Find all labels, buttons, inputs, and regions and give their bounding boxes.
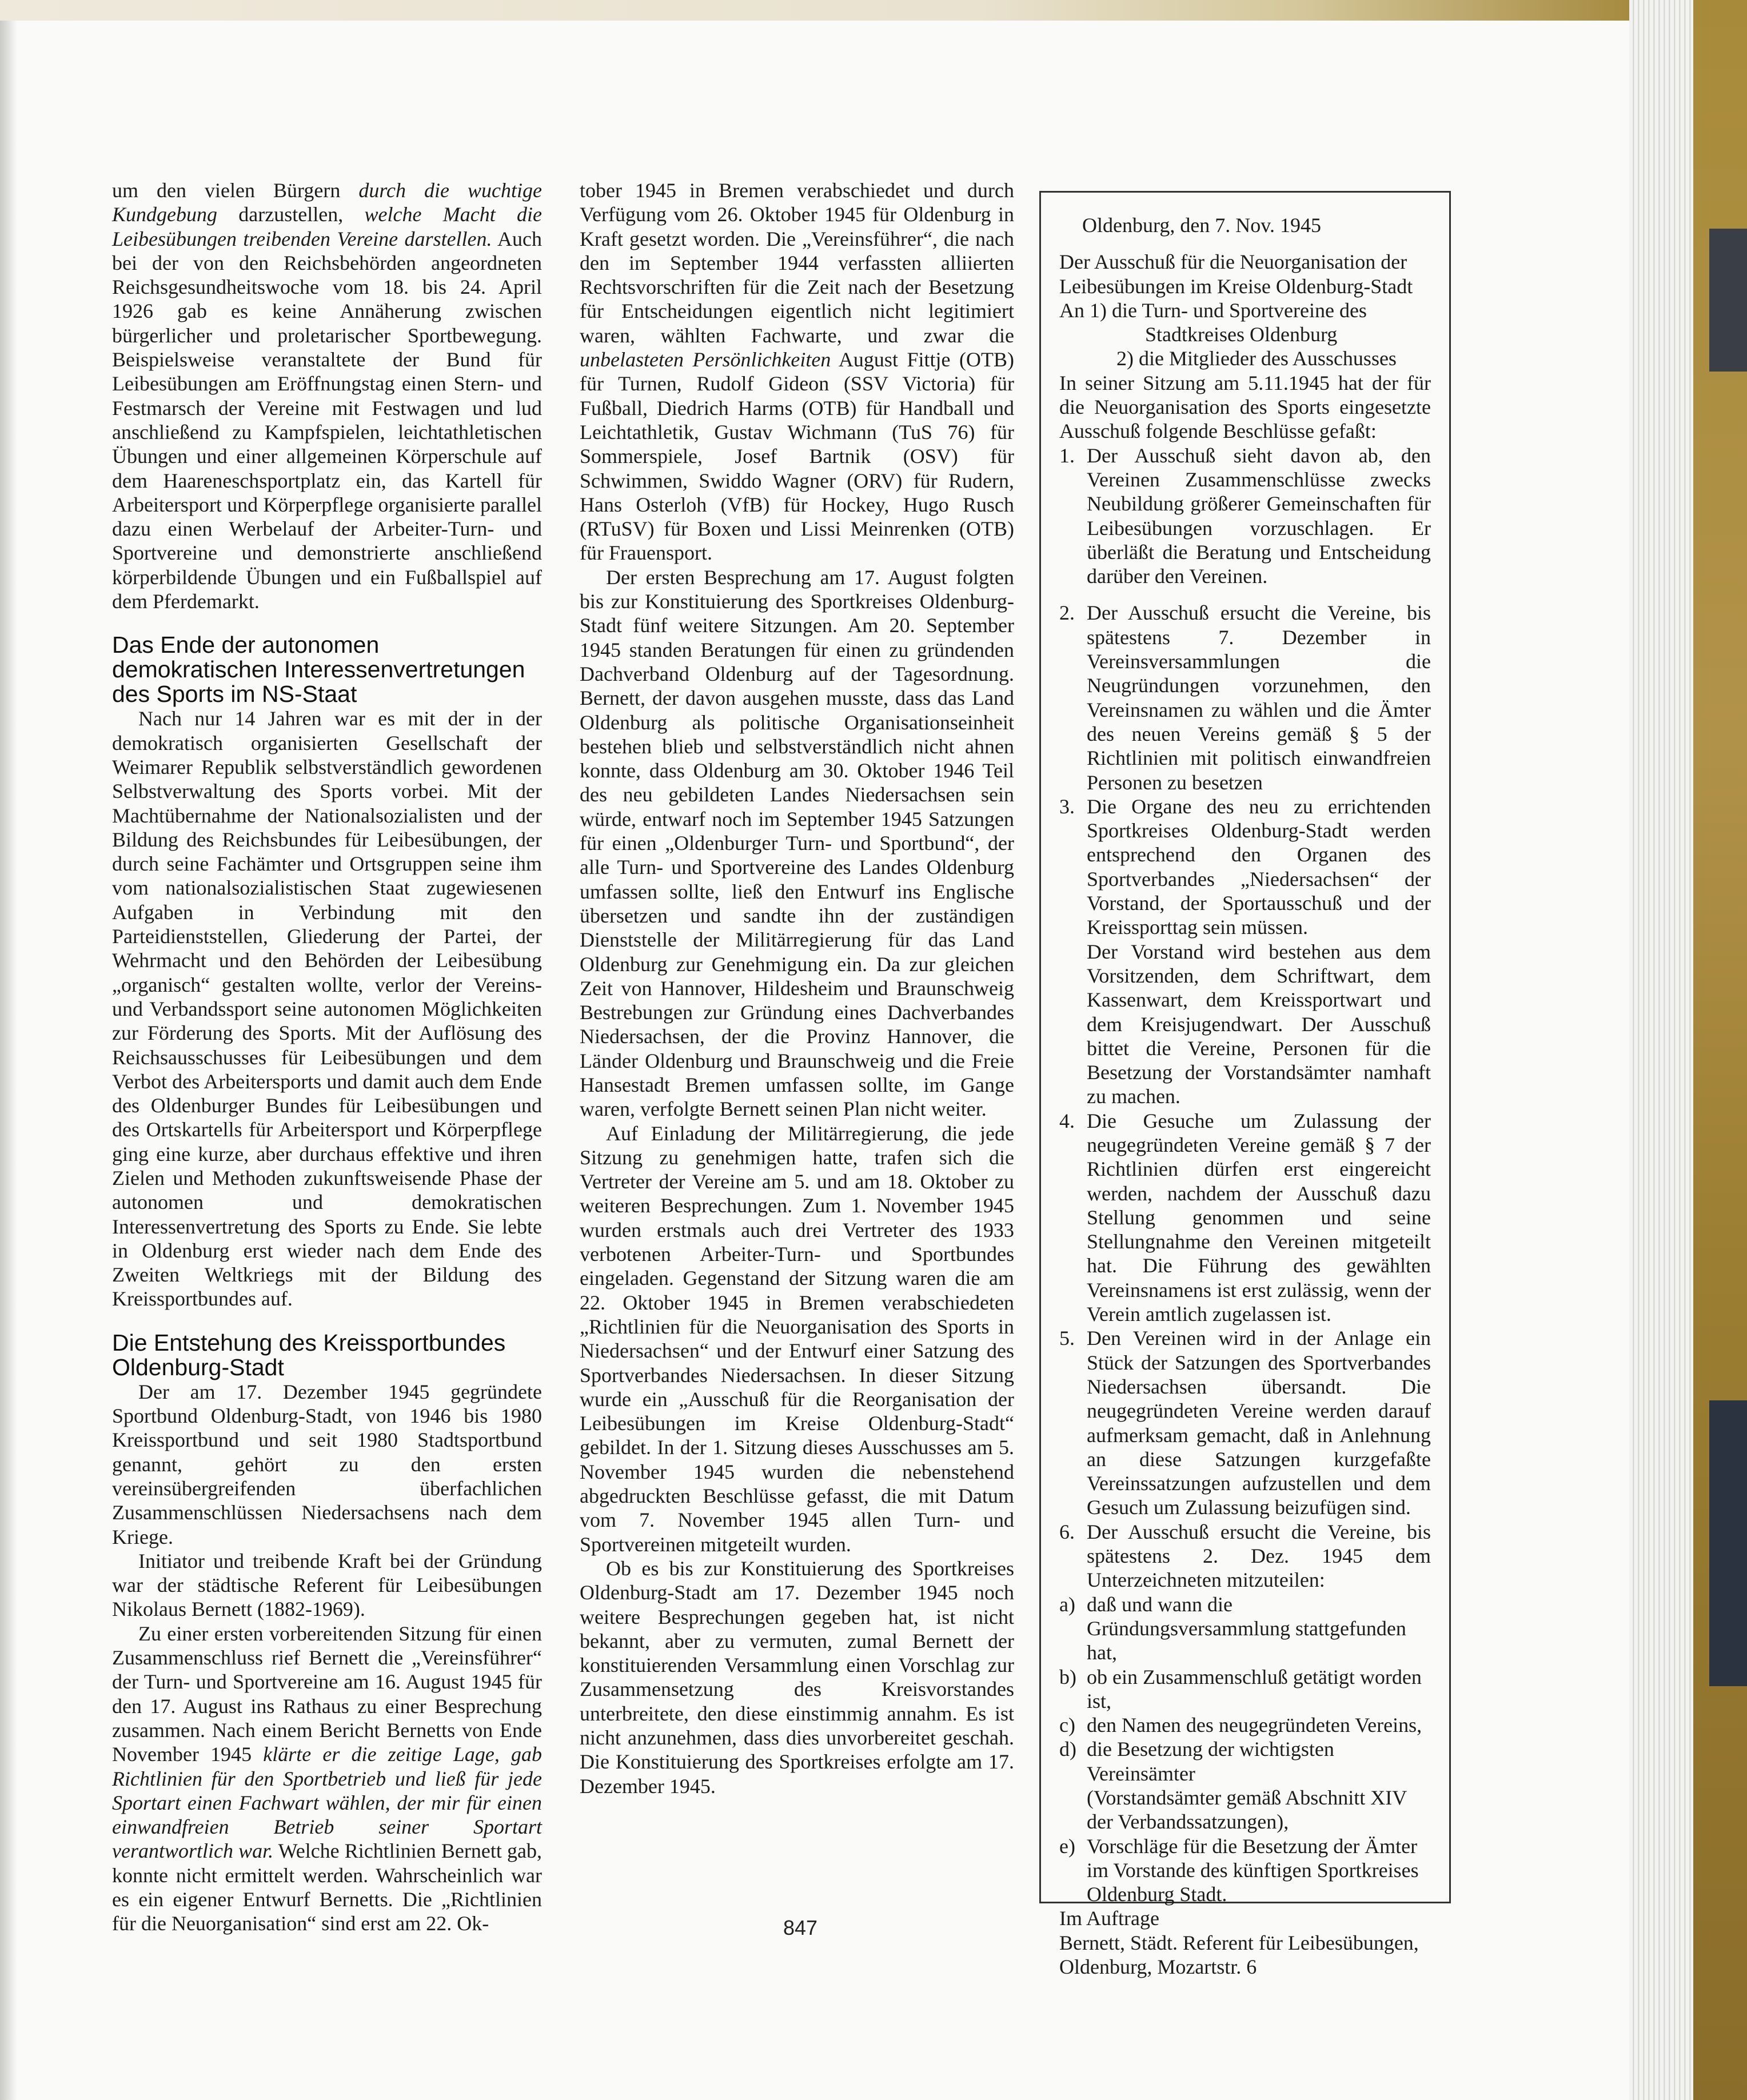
resolution-item: 6. Der Ausschuß ersucht die Vereine, bis spätestens 2. Dez. 1945 dem Unterzeichneten mitzuteilen:	[1059, 1520, 1431, 1592]
paragraph: Initiator und treibende Kraft bei der Gründung war der städtische Referent für Leibesübungen Nikolaus Bernett (1882-1969).	[112, 1549, 542, 1621]
paragraph: Der ersten Besprechung am 17. August folgten bis zur Konstituierung des Sportkreises Oldenburg-Stadt fünf weitere Sitzungen. Am 20. September 1945 standen Beratungen für einen zu gründenden Dachverband Oldenburg auf der Tagesordnung. Bernett, der davon ausgehen musste, dass das Land Oldenburg als politische Organisationseinheit bestehen blieb und selbstverständlich nicht ahnen konnte, dass Oldenburg am 30. Oktober 1946 Teil des neu gebildeten Landes Niedersachsen sein würde, entwarf noch im September 1945 Satzungen für einen „Oldenburger Turn- und Sportbund“, der alle Turn- und Sportvereine des Landes Oldenburg umfassen sollte, ließ den Entwurf ins Englische übersetzen und sandte ihn der zuständigen Dienststelle der Militärregierung für das Land Oldenburg zur Genehmigung ein. Da zur gleichen Zeit von Hannover, Hildesheim und Braunschweig Bestrebungen zur Gründung eines Dachverbandes Niedersachsen, der die Provinz Hannover, die Länder Oldenburg und Braunschweig und die Freie Hansestadt Bremen umfassen sollte, im Gange waren, verfolgte Bernett seinen Plan nicht weiter.	[580, 565, 1014, 1121]
document-signature: Bernett, Städt. Referent für Leibesübungen,	[1059, 1931, 1419, 1954]
text-column-left	[112, 178, 542, 1936]
sub-item: c) den Namen des neugegründeten Vereins,	[1059, 1714, 1422, 1737]
document-recipient: Stadtkreises Oldenburg	[1145, 323, 1338, 346]
paragraph: Zu einer ersten vorbereitenden Sitzung für einen Zusammenschluss rief Bernett die „Vereinsführer“ der Turn- und Sportvereine am 16. August 1945 für den 17. August ins Rathaus zu einer Besprechung zusammen. Nach einem Bericht Bernetts von Ende November 1945 klärte er die zeitige Lage, gab Richtlinien für den Sportbetrieb und ließ für jede Sportart einen Fachwart wählen, der mir für einen einwandfreien Betrieb seiner Sportart verantwortlich war. Welche Richtlinien Bernett gab, konnte nicht ermittelt werden. Wahrscheinlich war es ein eigener Entwurf Bernetts. Die „Richtlinien für die Neuorganisation“ sind erst am 22. Ok-	[112, 1622, 542, 1935]
book-cover-detail	[1709, 1400, 1747, 1686]
document-intro: In seiner Sitzung am 5.11.1945 hat der für die Neuorganisation des Sports eingesetzte Ausschuß folgende Beschlüsse gefaßt:	[1059, 371, 1431, 443]
gutter-shadow	[0, 0, 17, 2100]
document-sender: Leibesübungen im Kreise Oldenburg-Stadt	[1059, 274, 1413, 298]
paragraph: Nach nur 14 Jahren war es mit der in der demokratisch organisierten Gesellschaft der Weimarer Republik selbstverständlich gewordenen Selbstverwaltung des Sports vorbei. Mit der Machtübernahme der Nationalsozialisten und der Bildung des Reichsbundes für Leibesübungen, der durch seine Fachämter und Ortsgruppen seine ihm vom nationalsozialistischen Staat zugewiesenen Aufgaben in Verbindung mit den Parteidienststellen, Gliederung der Partei, der Wehrmacht und den Behörden der Leibesübung „organisch“ gestalten wollte, verlor der Vereins- und Verbandssport seine autonomen Möglichkeiten zur Förderung des Sports. Mit der Auflösung des Reichsausschusses für Leibesübungen und dem Verbot des Arbeitersports und damit auch dem Ende des Oldenburger Bundes für Leibesübungen und des Ortskartells für Arbeitersport und Körperpflege ging eine kurze, aber durchaus effektive und ihren Zielen und Methoden zukunftsweisende Phase der autonomen und demokratischen Interessenvertretung des Sports zu Ende. Sie lebte in Oldenburg erst wieder nach dem Ende des Zweiten Weltkriegs mit der Bildung des Kreissportbundes auf.	[112, 707, 542, 1311]
paragraph: Der am 17. Dezember 1945 gegründete Sportbund Oldenburg-Stadt, von 1946 bis 1980 Kreissportbund und seit 1980 Stadtsportbund genannt, gehört zu den ersten vereinsübergreifenden überfachlichen Zusammenschlüssen Niedersachsens nach dem Kriege.	[112, 1380, 542, 1548]
section-heading: Das Ende der autonomen demokratischen Interessenvertretungen des Sports im NS-Staat	[112, 632, 525, 708]
top-edge-strip	[0, 0, 1629, 21]
document-recipient: 2) die Mitglieder des Ausschusses	[1116, 347, 1397, 370]
document-box	[1039, 191, 1451, 1979]
section-heading: Die Entstehung des Kreissportbundes Oldenburg-Stadt	[112, 1329, 506, 1380]
sub-item: a) daß und wann die Gründungsversammlung stattgefunden hat,	[1059, 1592, 1406, 1664]
resolution-item: 2. Der Ausschuß ersucht die Vereine, bis spätestens 7. Dezember in Vereinsversammlungen die Neugründungen vorzunehmen, den Vereinsnamen zu wählen und die Ämter des neuen Vereins gemäß § 5 der Richtlinien mit politisch einwandfreien Personen zu besetzen	[1059, 601, 1431, 794]
paragraph: tober 1945 in Bremen verabschiedet und durch Verfügung vom 26. Oktober 1945 für Oldenburg in Kraft gesetzt worden. Die „Vereinsführer“, die nach den im September 1944 verfassten alliierten Rechtsvorschriften für die Zeit nach der Besetzung für Entscheidungen eigentlich nicht legitimiert waren, wählten Fachwarte, und zwar die unbelasteten Persönlichkeiten August Fittje (OTB) für Turnen, Rudolf Gideon (SSV Victoria) für Fußball, Diedrich Harms (OTB) für Handball und Leichtathletik, Gustav Wichmann (TuS 76) für Sommerspiele, Josef Bartnik (OSV) für Schwimmen, Swiddo Wagner (ORV) für Rudern, Hans Osterloh (VfB) für Hockey, Hugo Rusch (RTuSV) für Boxen und Lissi Meinrenken (OTB) für Frauensport.	[580, 179, 1014, 565]
document-sender: Der Ausschuß für die Neuorganisation der	[1059, 250, 1407, 274]
page-number: 847	[783, 1916, 818, 1939]
document-signature: Oldenburg, Mozartstr. 6	[1059, 1955, 1257, 1979]
paragraph: Auf Einladung der Militärregierung, die jede Sitzung zu genehmigen hatte, trafen sich die Vertreter der Vereine am 5. und am 18. Oktober zu weiteren Besprechungen. Zum 1. November 1945 wurden erstmals auch drei Vertreter des 1933 verbotenen Arbeiter-Turn- und Sportbundes eingeladen. Gegenstand der Sitzung waren die am 22. Oktober 1945 in Bremen verabschiedeten „Richtlinien für die Neuorganisation des Sports in Niedersachsen“ und der Entwurf einer Satzung des Sportverbandes Niedersachsen. In dieser Sitzung wurde ein „Ausschuß für die Reorganisation der Leibesübungen im Kreise Oldenburg-Stadt“ gebildet. In der 1. Sitzung dieses Ausschusses am 5. November 1945 wurden die nebenstehend abgedruckten Beschlüsse gefasst, die mit Datum vom 7. November 1945 allen Turn- und Sportvereinen mitgeteilt wurden.	[580, 1121, 1014, 1556]
document-date: Oldenburg, den 7. Nov. 1945	[1082, 214, 1321, 237]
paragraph: um den vielen Bürgern durch die wuchtige Kundgebung darzustellen, welche Macht die Leibesübungen treibenden Vereine darstellen. Auch bei der von den Reichsbehörden angeordneten Reichsgesundheitswoche vom 18. bis 24. April 1926 gab es keine Annäherung zwischen bürgerlicher und proletarischer Sportbewegung. Beispielsweise veranstaltete der Bund für Leibesübungen am Eröffnungstag einen Stern- und Festmarsch der Vereine mit Festwagen und lud anschließend zu Kampfspielen, leichtathletischen Übungen und einer allgemeinen Körperschule auf dem Haareneschsportplatz ein, das Kartell für Arbeitersport und Körperpflege organisierte parallel dazu einen Werbelauf der Arbeiter-Turn- und Sportvereine und demonstrierte anschließend körperbildende Übungen und ein Fußballspiel auf dem Pferdemarkt.	[112, 179, 542, 613]
book-cover-detail	[1709, 229, 1747, 372]
document-closing: Im Auftrage	[1059, 1907, 1159, 1930]
sub-item: e) Vorschläge für die Besetzung der Ämter im Vorstande des künftigen Sportkreises Oldenburg Stadt.	[1059, 1834, 1419, 1906]
resolution-item: 4. Die Gesuche um Zulassung der neugegründeten Vereine gemäß § 7 der Richtlinien dürfen erst eingereicht werden, nachdem der Ausschuß dazu Stellung genommen und seine Stellungnahme den Vereinen mitgeteilt hat. Die Führung des gewählten Vereinsnamens ist erst zulässig, wenn der Verein amtlich zugelassen ist.	[1059, 1109, 1431, 1326]
resolution-item: 1. Der Ausschuß sieht davon ab, den Vereinen Zusammenschlüsse zwecks Neubildung größerer Gemeinschaften für Leibesübungen vorzuschlagen. Er überläßt die Beratung und Entscheidung darüber den Vereinen.	[1059, 444, 1431, 588]
document-recipient: An 1) die Turn- und Sportvereine des	[1059, 298, 1367, 322]
resolution-item: 5. Den Vereinen wird in der Anlage ein Stück der Satzungen des Sportverbandes Niedersachsen übersandt. Die neugegründeten Vereine werden darauf aufmerksam gemacht, daß in Anlehnung an diese Satzungen kurzgefaßte Vereinssatzungen aufzustellen und dem Gesuch um Zulassung beizufügen sind.	[1059, 1327, 1431, 1519]
sub-item: d) die Besetzung der wichtigsten Vereinsämter (Vorstandsämter gemäß Abschnitt XIV der Verbandssatzungen),	[1059, 1738, 1407, 1834]
resolution-item: 3. Die Organe des neu zu errichtenden Sportkreises Oldenburg-Stadt werden entsprechend den Organen des Sportverbandes „Niedersachsen“ der Vorstand, der Sportausschuß und der Kreissporttag sein müssen. Der Vorstand wird bestehen aus dem Vorsitzenden, dem Schriftwart, dem Kassenwart, dem Kreissportwart und dem Kreisjugendwart. Der Ausschuß bittet die Vereine, Personen für die Besetzung der Vorstandsämter namhaft zu machen.	[1059, 795, 1431, 1108]
sub-item: b) ob ein Zusammenschluß getätigt worden ist,	[1059, 1665, 1422, 1712]
text-column-middle	[580, 178, 1014, 1798]
paragraph: Ob es bis zur Konstituierung des Sportkreises Oldenburg-Stadt am 17. Dezember 1945 noch weitere Besprechungen gegeben hat, ist nicht bekannt, aber zu vermuten, zumal Bernett der konstituierenden Versammlung einen Vorschlag zur Zusammensetzung des Kreisvorstandes unterbreitete, den diese einstimmig annahm. Es ist nicht anzunehmen, dass dies unvorbereitet geschah. Die Konstituierung des Sportkreises erfolgte am 17. Dezember 1945.	[580, 1556, 1014, 1798]
